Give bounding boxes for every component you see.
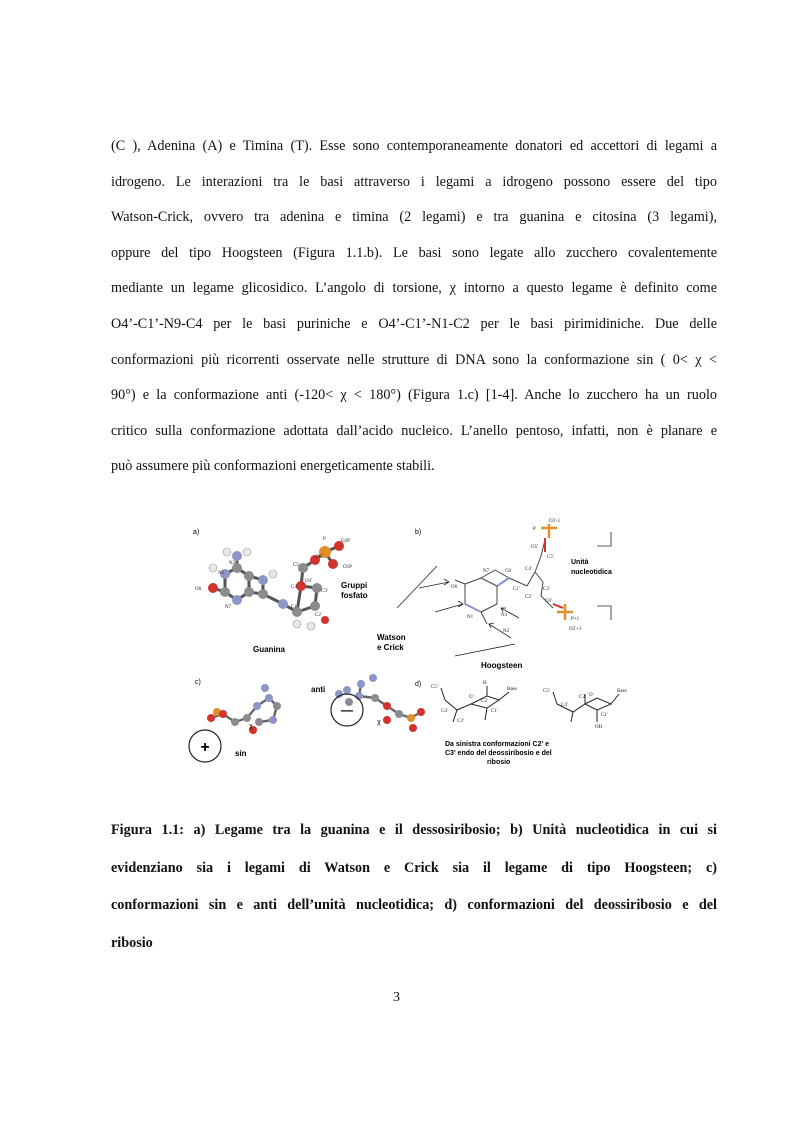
fosfato-label: fosfato — [341, 591, 368, 600]
atom-label: O3' — [545, 599, 553, 604]
minus-sign: — — [341, 703, 353, 717]
panel-a-letter: a) — [193, 529, 200, 536]
ring-label: C5' — [543, 689, 550, 694]
atom-label: N7 — [483, 569, 490, 574]
panel-d-caption: ribosio — [487, 759, 511, 766]
panel-c — [189, 674, 425, 762]
figure-1-1 — [165, 508, 625, 780]
sin-label: sin — [235, 749, 247, 758]
ring-label: C2' — [481, 699, 488, 704]
atom-label: O1P — [343, 565, 352, 570]
atom-label: O5' — [531, 545, 539, 550]
panel-d — [415, 681, 628, 766]
body-line: mediante un legame glicosidico. L’angolo di torsione, χ intorno a questo legame è definito come — [111, 280, 717, 297]
gruppi-label: Gruppi — [341, 581, 368, 590]
sugar-ring-left — [441, 686, 509, 722]
body-line: 90°) e la conformazione anti (-120< χ < 180°) (Figura 1.c) [1-4]. Anche lo zucchero ha un ruolo — [111, 387, 717, 404]
ring-label: OH — [595, 725, 603, 730]
panel-c-atoms — [207, 674, 425, 734]
ring-label: C4' — [441, 709, 448, 714]
body-line: O4’-C1’-N9-C4 per le basi puriniche e O4’-C1’-N1-C2 per le basi pirimidiniche. Due delle — [111, 315, 717, 332]
atom-label: P — [323, 537, 326, 542]
body-line: Watson-Crick, ovvero tra adenina e timina (2 legami) e tra guanina e citosina (3 legami), — [111, 209, 717, 226]
atom-label: C8 — [505, 569, 511, 574]
ring-label: C3' — [579, 695, 586, 700]
panel-b — [397, 519, 612, 670]
panel-b-oxygen-bonds — [545, 538, 563, 608]
panel-b-divider — [397, 566, 437, 608]
ring-label: Base — [617, 689, 627, 694]
body-line: (C ), Adenina (A) e Timina (T). Esse sono contemporaneamente donatori ed accettori di legami a — [111, 138, 717, 154]
ring-label: C1' — [601, 713, 608, 718]
atom-label: O5'+1 — [569, 627, 582, 632]
atom-label: N2 — [229, 561, 236, 566]
panel-b-divider — [455, 644, 515, 656]
atom-label: C3' — [321, 589, 328, 594]
atom-label: C2' — [315, 613, 322, 618]
atom-label: N3 — [501, 613, 508, 618]
chi-label: χ — [377, 719, 381, 726]
panel-d-caption: C3' endo del deossiribosio e del — [445, 750, 552, 757]
watson-label: Watson — [377, 633, 406, 642]
atom-label: C5' — [293, 563, 300, 568]
body-line: conformazioni più ricorrenti osservate nelle strutture di DNA sono la conformazione sin ( 0< χ < — [111, 351, 717, 368]
ring-label: C3' — [457, 719, 464, 724]
atom-label: C2' — [525, 595, 532, 600]
panel-b-letter: b) — [415, 529, 422, 536]
ring-label: C4' — [561, 703, 568, 708]
atom-label: C5' — [547, 555, 554, 560]
atom-label: N7 — [225, 605, 232, 610]
atom-label: C1' — [513, 587, 520, 592]
atom-label: C1' — [291, 605, 298, 610]
guanina-label: Guanina — [253, 645, 286, 654]
panel-a-atoms — [208, 541, 344, 630]
body-line: idrogeno. Le interazioni tra le basi attraverso i legami a idrogeno possono essere del tipo — [111, 173, 717, 190]
atom-label: N2 — [503, 629, 510, 634]
atom-label: C3' — [543, 587, 550, 592]
caption-line: evidenziano sia i legami di Watson e Crick sia il legame di tipo Hoogsteen; c) — [111, 859, 717, 876]
figure-caption — [111, 812, 717, 962]
atom-label: O6 — [451, 585, 458, 590]
atom-label: C4' — [525, 567, 532, 572]
panel-b-arrows — [419, 532, 611, 638]
e-crick-label: e Crick — [377, 643, 404, 652]
atom-label: P — [533, 527, 536, 532]
atom-label: O3'-1 — [549, 519, 561, 524]
anti-label: anti — [311, 685, 326, 694]
atom-label: O5' — [316, 555, 324, 560]
plus-sign: + — [200, 739, 210, 756]
body-line: oppure del tipo Hoogsteen (Figura 1.1.b). Le basi sono legate allo zucchero covalentemente — [111, 244, 717, 261]
atom-label: O6 — [195, 587, 202, 592]
atom-label: O2P — [341, 539, 350, 544]
body-line: può assumere più conformazioni energeticamente stabili. — [111, 458, 435, 475]
atom-label: N1 — [218, 571, 225, 576]
ring-label: Base — [507, 687, 517, 692]
ring-label: O' — [469, 695, 474, 700]
panel-d-letter: d) — [415, 681, 422, 688]
ring-label: C5' — [431, 685, 438, 690]
ring-label: H — [483, 681, 487, 686]
ring-label: C1' — [491, 709, 498, 714]
atom-label: N1 — [467, 615, 474, 620]
panel-d-caption: Da sinistra conformazioni C2' e — [445, 741, 549, 748]
body-line: critico sulla conformazione adottata dall’acido nucleico. L’anello pentoso, infatti, non è planare e — [111, 422, 717, 439]
panel-b-base-bonds — [465, 578, 509, 612]
ring-label: O' — [589, 693, 594, 698]
caption-line: Figura 1.1: a) Legame tra la guanina e il dessosiribosio; b) Unità nucleotidica in cui si — [111, 822, 717, 838]
panel-c-letter: c) — [195, 679, 201, 686]
page-number: 3 — [393, 990, 400, 1005]
chi-label: χ — [249, 723, 253, 730]
unita-label: Unità — [571, 559, 589, 566]
body-text — [111, 129, 717, 485]
atom-label: C4' — [291, 585, 298, 590]
caption-line: conformazioni sin e anti dell’unità nucleotidica; d) conformazioni del deossiribosio e del — [111, 897, 717, 914]
atom-label: O4' — [305, 579, 313, 584]
caption-line: ribosio — [111, 934, 153, 951]
panel-a — [193, 529, 368, 654]
nucleotidica-label: nucleotidica — [571, 569, 612, 576]
atom-label: P+1 — [571, 617, 580, 622]
hoogsteen-label: Hoogsteen — [481, 661, 523, 670]
